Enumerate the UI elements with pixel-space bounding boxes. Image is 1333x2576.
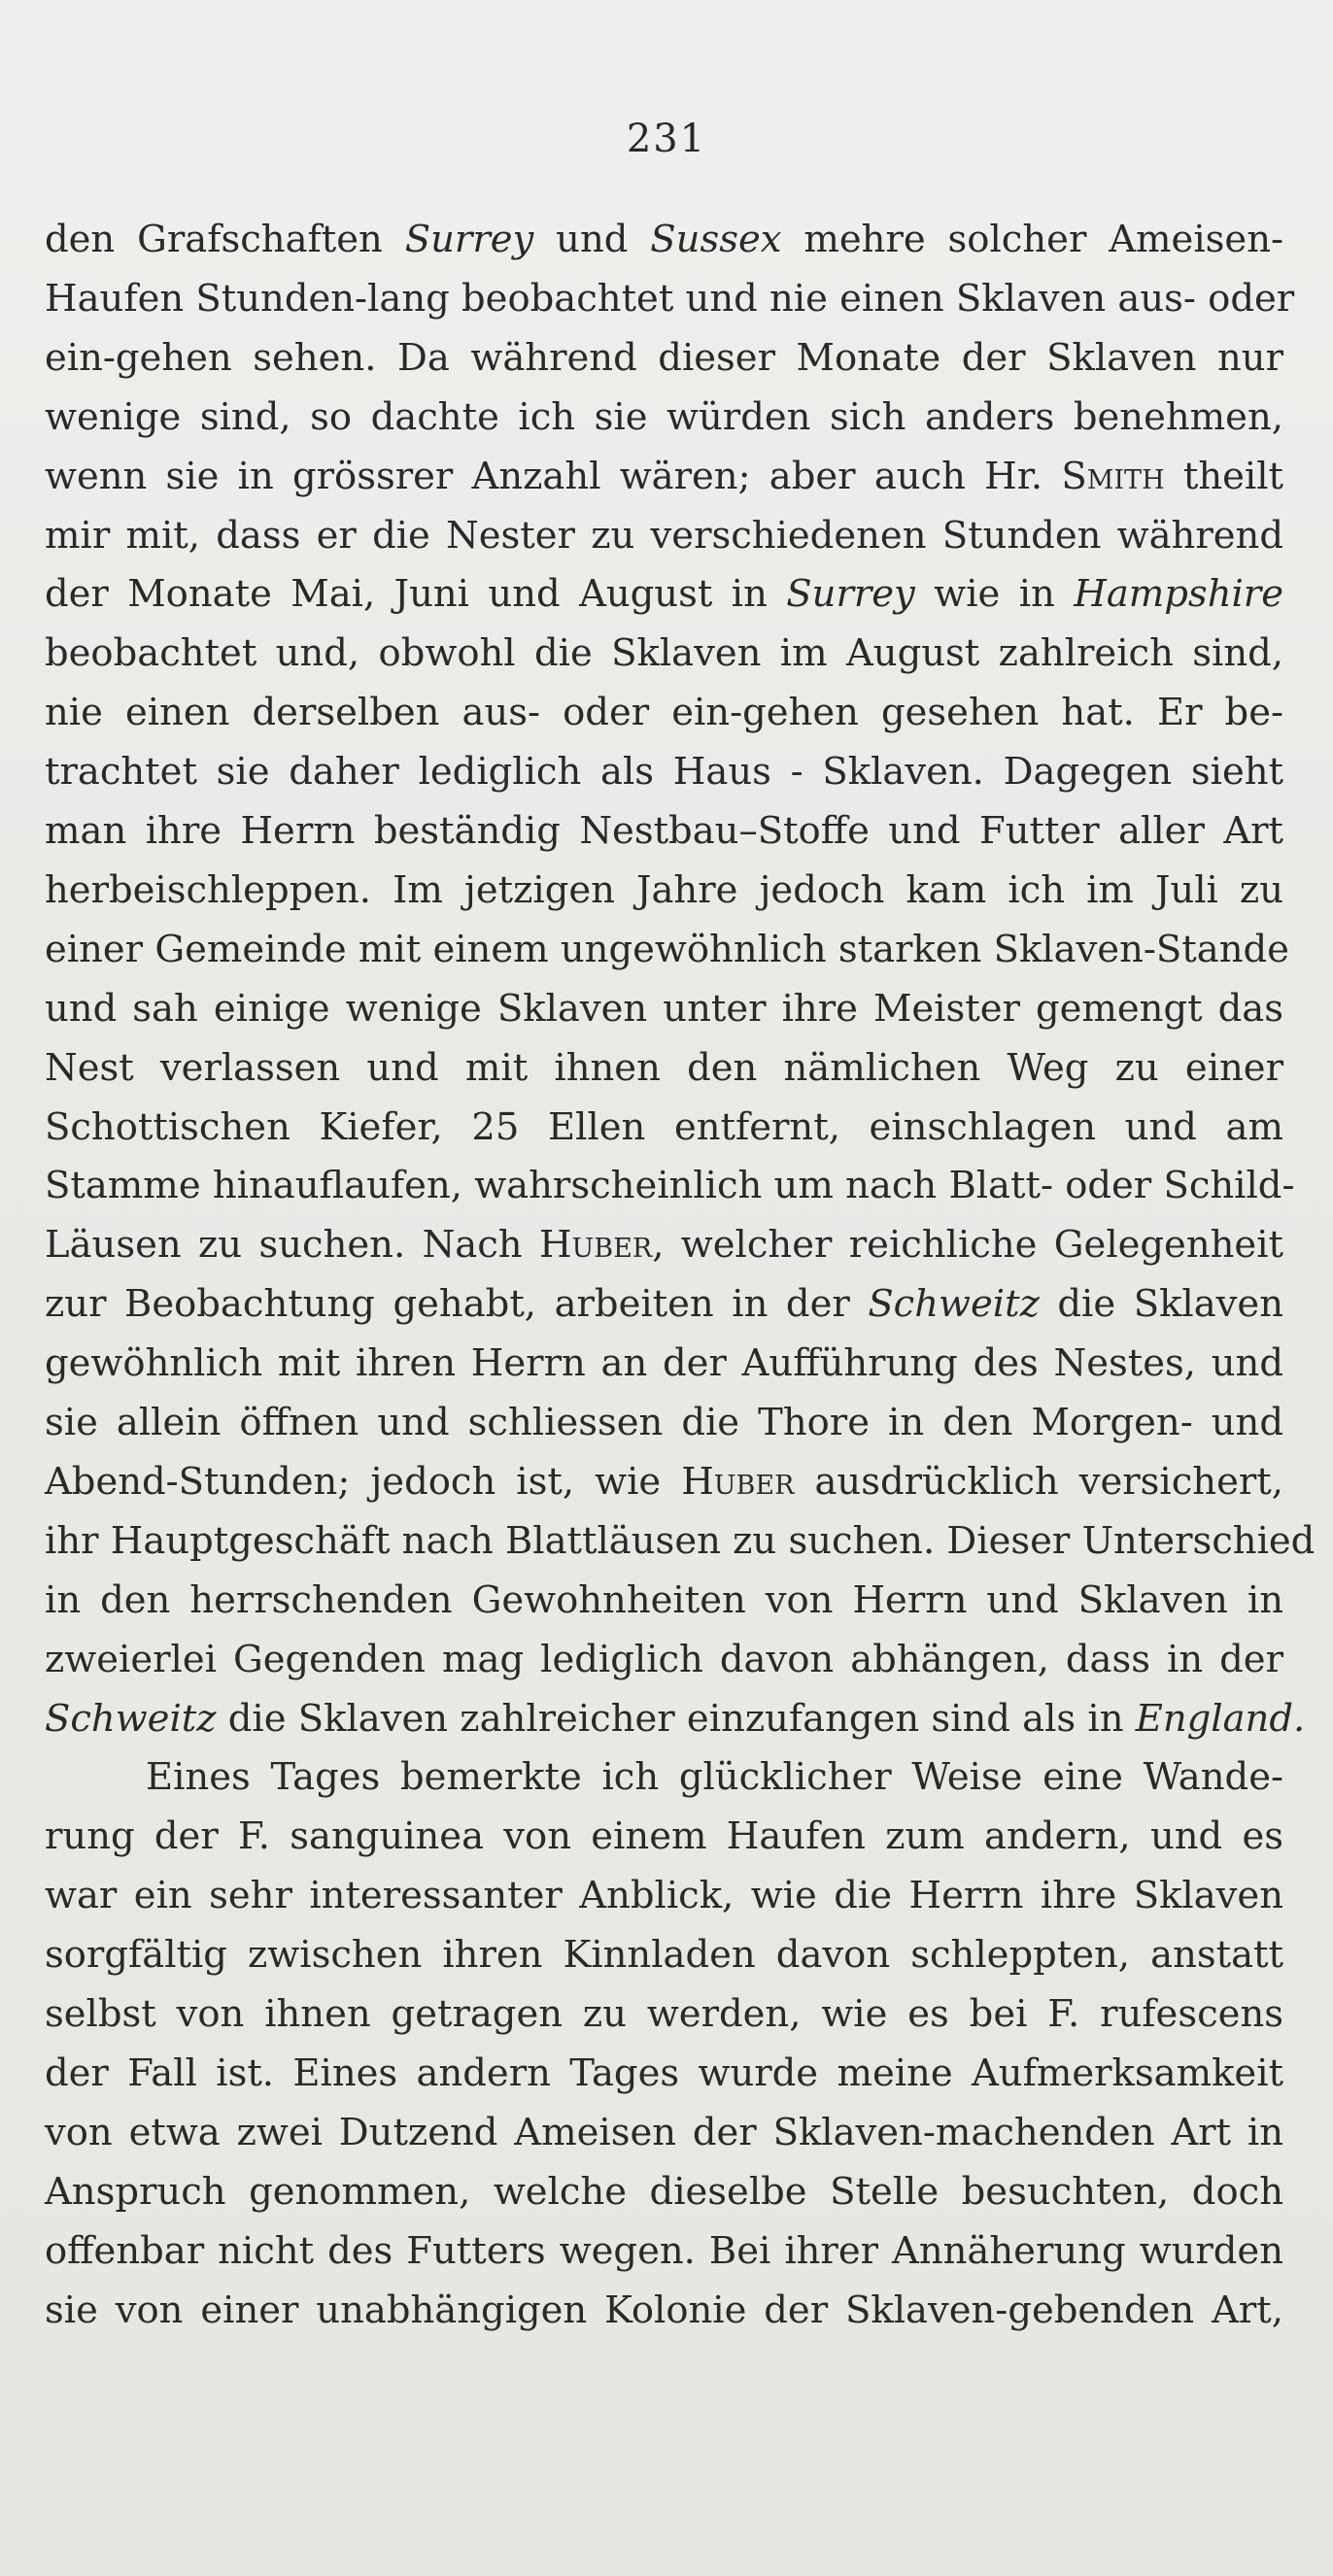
text-segment: und sah einige wenige Sklaven unter ihre Meister gemengt das <box>45 986 1283 1031</box>
italic-term: Hampshire <box>1074 572 1283 617</box>
text-segment: Eines Tages bemerkte ich glücklicher Weise eine Wande- <box>146 1755 1283 1800</box>
text-segment: wenn sie in grössrer Anzahl wären; aber auch Hr. <box>45 454 1062 498</box>
text-segment: ein-gehen sehen. Da während dieser Monate der Sklaven nur <box>45 335 1283 380</box>
text-segment: beobachtet und, obwohl die Sklaven im August zahlreich sind, <box>45 631 1283 676</box>
text-segment: wie in <box>914 572 1075 617</box>
text-segment: trachtet sie daher lediglich als Haus - Sklaven. Dagegen sieht <box>45 750 1283 795</box>
italic-term: England. <box>1135 1696 1306 1741</box>
text-segment: einer Gemeinde mit einem ungewöhnlich starken Sklaven-Stande <box>45 927 1289 971</box>
text-line <box>45 809 1283 853</box>
author-name: Smith <box>1061 454 1165 498</box>
italic-term: Sussex <box>650 218 782 261</box>
text-line <box>45 513 1283 558</box>
text-segment: und <box>533 218 651 261</box>
text-segment: zur Beobachtung gehabt, arbeiten in der <box>45 1282 869 1327</box>
author-name: Huber <box>681 1459 795 1504</box>
text-line <box>45 454 1284 498</box>
text-segment: Haufen Stunden-lang beobachtet und nie einen Sklaven aus- oder <box>45 276 1295 321</box>
text-segment: die Sklaven <box>1039 1282 1283 1327</box>
text-segment: ausdrücklich versichert, <box>794 1459 1283 1504</box>
text-line <box>45 986 1283 1031</box>
text-line <box>45 394 1283 439</box>
text-line <box>45 1164 1295 1208</box>
text-segment: Anspruch genommen, welche dieselbe Stelle besuchten, doch <box>45 2169 1283 2214</box>
text-line <box>45 1341 1283 1386</box>
text-line <box>45 1282 1283 1327</box>
text-line <box>45 1518 1316 1563</box>
text-line <box>45 1992 1283 2036</box>
text-segment: nie einen derselben aus- oder ein-gehen gesehen hat. Er be- <box>45 691 1283 735</box>
text-segment: ihr Hauptgeschäft nach Blattläusen zu suchen. Dieser Unterschied <box>45 1518 1316 1563</box>
text-line <box>45 335 1283 380</box>
italic-term: Schweitz <box>45 1696 217 1741</box>
text-segment: mehre solcher Ameisen- <box>781 218 1283 261</box>
text-line <box>45 1459 1283 1504</box>
author-name: Huber <box>538 1223 653 1268</box>
text-segment: zweierlei Gegenden mag lediglich davon abhängen, dass in der <box>45 1637 1283 1681</box>
text-segment: sie allein öffnen und schliessen die Thore in den Morgen- und <box>45 1401 1283 1444</box>
text-segment: selbst von ihnen getragen zu werden, wie es bei F. rufescens <box>45 1992 1283 2036</box>
text-segment: wenige sind, so dachte ich sie würden sich anders benehmen, <box>45 394 1283 439</box>
text-line <box>45 631 1283 676</box>
italic-term: Surrey <box>786 572 915 617</box>
text-segment: offenbar nicht des Futters wegen. Bei ihrer Annäherung wurden <box>45 2228 1283 2273</box>
text-line <box>45 2288 1283 2332</box>
text-line <box>45 927 1289 971</box>
text-segment: war ein sehr interessanter Anblick, wie die Herrn ihre Sklaven <box>45 1874 1283 1918</box>
text-segment: man ihre Herrn beständig Nestbau–Stoffe und Futter aller Art <box>45 809 1283 853</box>
text-line <box>45 867 1283 912</box>
text-segment: sie von einer unabhängigen Kolonie der Sklaven-gebenden Art, <box>45 2288 1283 2332</box>
text-segment: sorgfältig zwischen ihren Kinnladen davon schleppten, anstatt <box>45 1933 1283 1978</box>
text-segment: theilt <box>1164 454 1284 498</box>
text-segment: von etwa zwei Dutzend Ameisen der Sklaven-machenden Art in <box>45 2110 1283 2154</box>
text-line <box>45 2228 1283 2273</box>
italic-term: Schweitz <box>868 1282 1040 1327</box>
text-segment: mir mit, dass er die Nester zu verschiedenen Stunden während <box>45 513 1283 558</box>
page-number: 231 <box>626 117 707 161</box>
text-line <box>45 572 1283 617</box>
text-segment: der Fall ist. Eines andern Tages wurde meine Aufmerksamkeit <box>45 2051 1283 2095</box>
text-line <box>45 1933 1283 1978</box>
text-segment: , welcher reichliche Gelegenheit <box>652 1223 1284 1268</box>
text-segment: der Monate Mai, Juni und August in <box>45 572 787 617</box>
text-segment: gewöhnlich mit ihren Herrn an der Aufführung des Nestes, und <box>45 1341 1283 1386</box>
text-segment: Läusen zu suchen. Nach <box>45 1223 539 1268</box>
text-line <box>45 2051 1283 2095</box>
text-line <box>45 1577 1283 1622</box>
text-line <box>146 1755 1283 1800</box>
text-segment: in den herrschenden Gewohnheiten von Herrn und Sklaven in <box>45 1577 1283 1622</box>
text-line <box>45 691 1283 735</box>
italic-term: Surrey <box>404 218 534 261</box>
text-segment: rung der F. sanguinea von einem Haufen zum andern, und es <box>45 1814 1283 1859</box>
text-segment: herbeischleppen. Im jetzigen Jahre jedoch kam ich im Juli zu <box>45 867 1283 912</box>
text-segment: die Sklaven zahlreicher einzufangen sind als in <box>216 1696 1136 1741</box>
text-line <box>45 1637 1283 1681</box>
text-segment: Nest verlassen und mit ihnen den nämlichen Weg zu einer <box>45 1045 1283 1090</box>
text-line <box>45 1874 1283 1918</box>
text-line <box>45 2169 1283 2214</box>
text-line <box>45 1045 1283 1090</box>
text-line <box>45 1814 1283 1859</box>
text-line <box>45 750 1283 795</box>
text-segment: Stamme hinauflaufen, wahrscheinlich um nach Blatt- oder Schild- <box>45 1164 1295 1208</box>
text-line <box>45 276 1295 321</box>
text-line <box>45 1696 1306 1741</box>
text-segment: Abend-Stunden; jedoch ist, wie <box>45 1459 682 1504</box>
text-line <box>45 2110 1283 2154</box>
text-segment: Schottischen Kiefer, 25 Ellen entfernt, einschlagen und am <box>45 1104 1283 1149</box>
text-line <box>45 1104 1283 1149</box>
text-segment: den Grafschaften <box>45 218 405 261</box>
text-line <box>45 1401 1283 1444</box>
text-line <box>45 1223 1284 1268</box>
text-line <box>45 218 1283 261</box>
